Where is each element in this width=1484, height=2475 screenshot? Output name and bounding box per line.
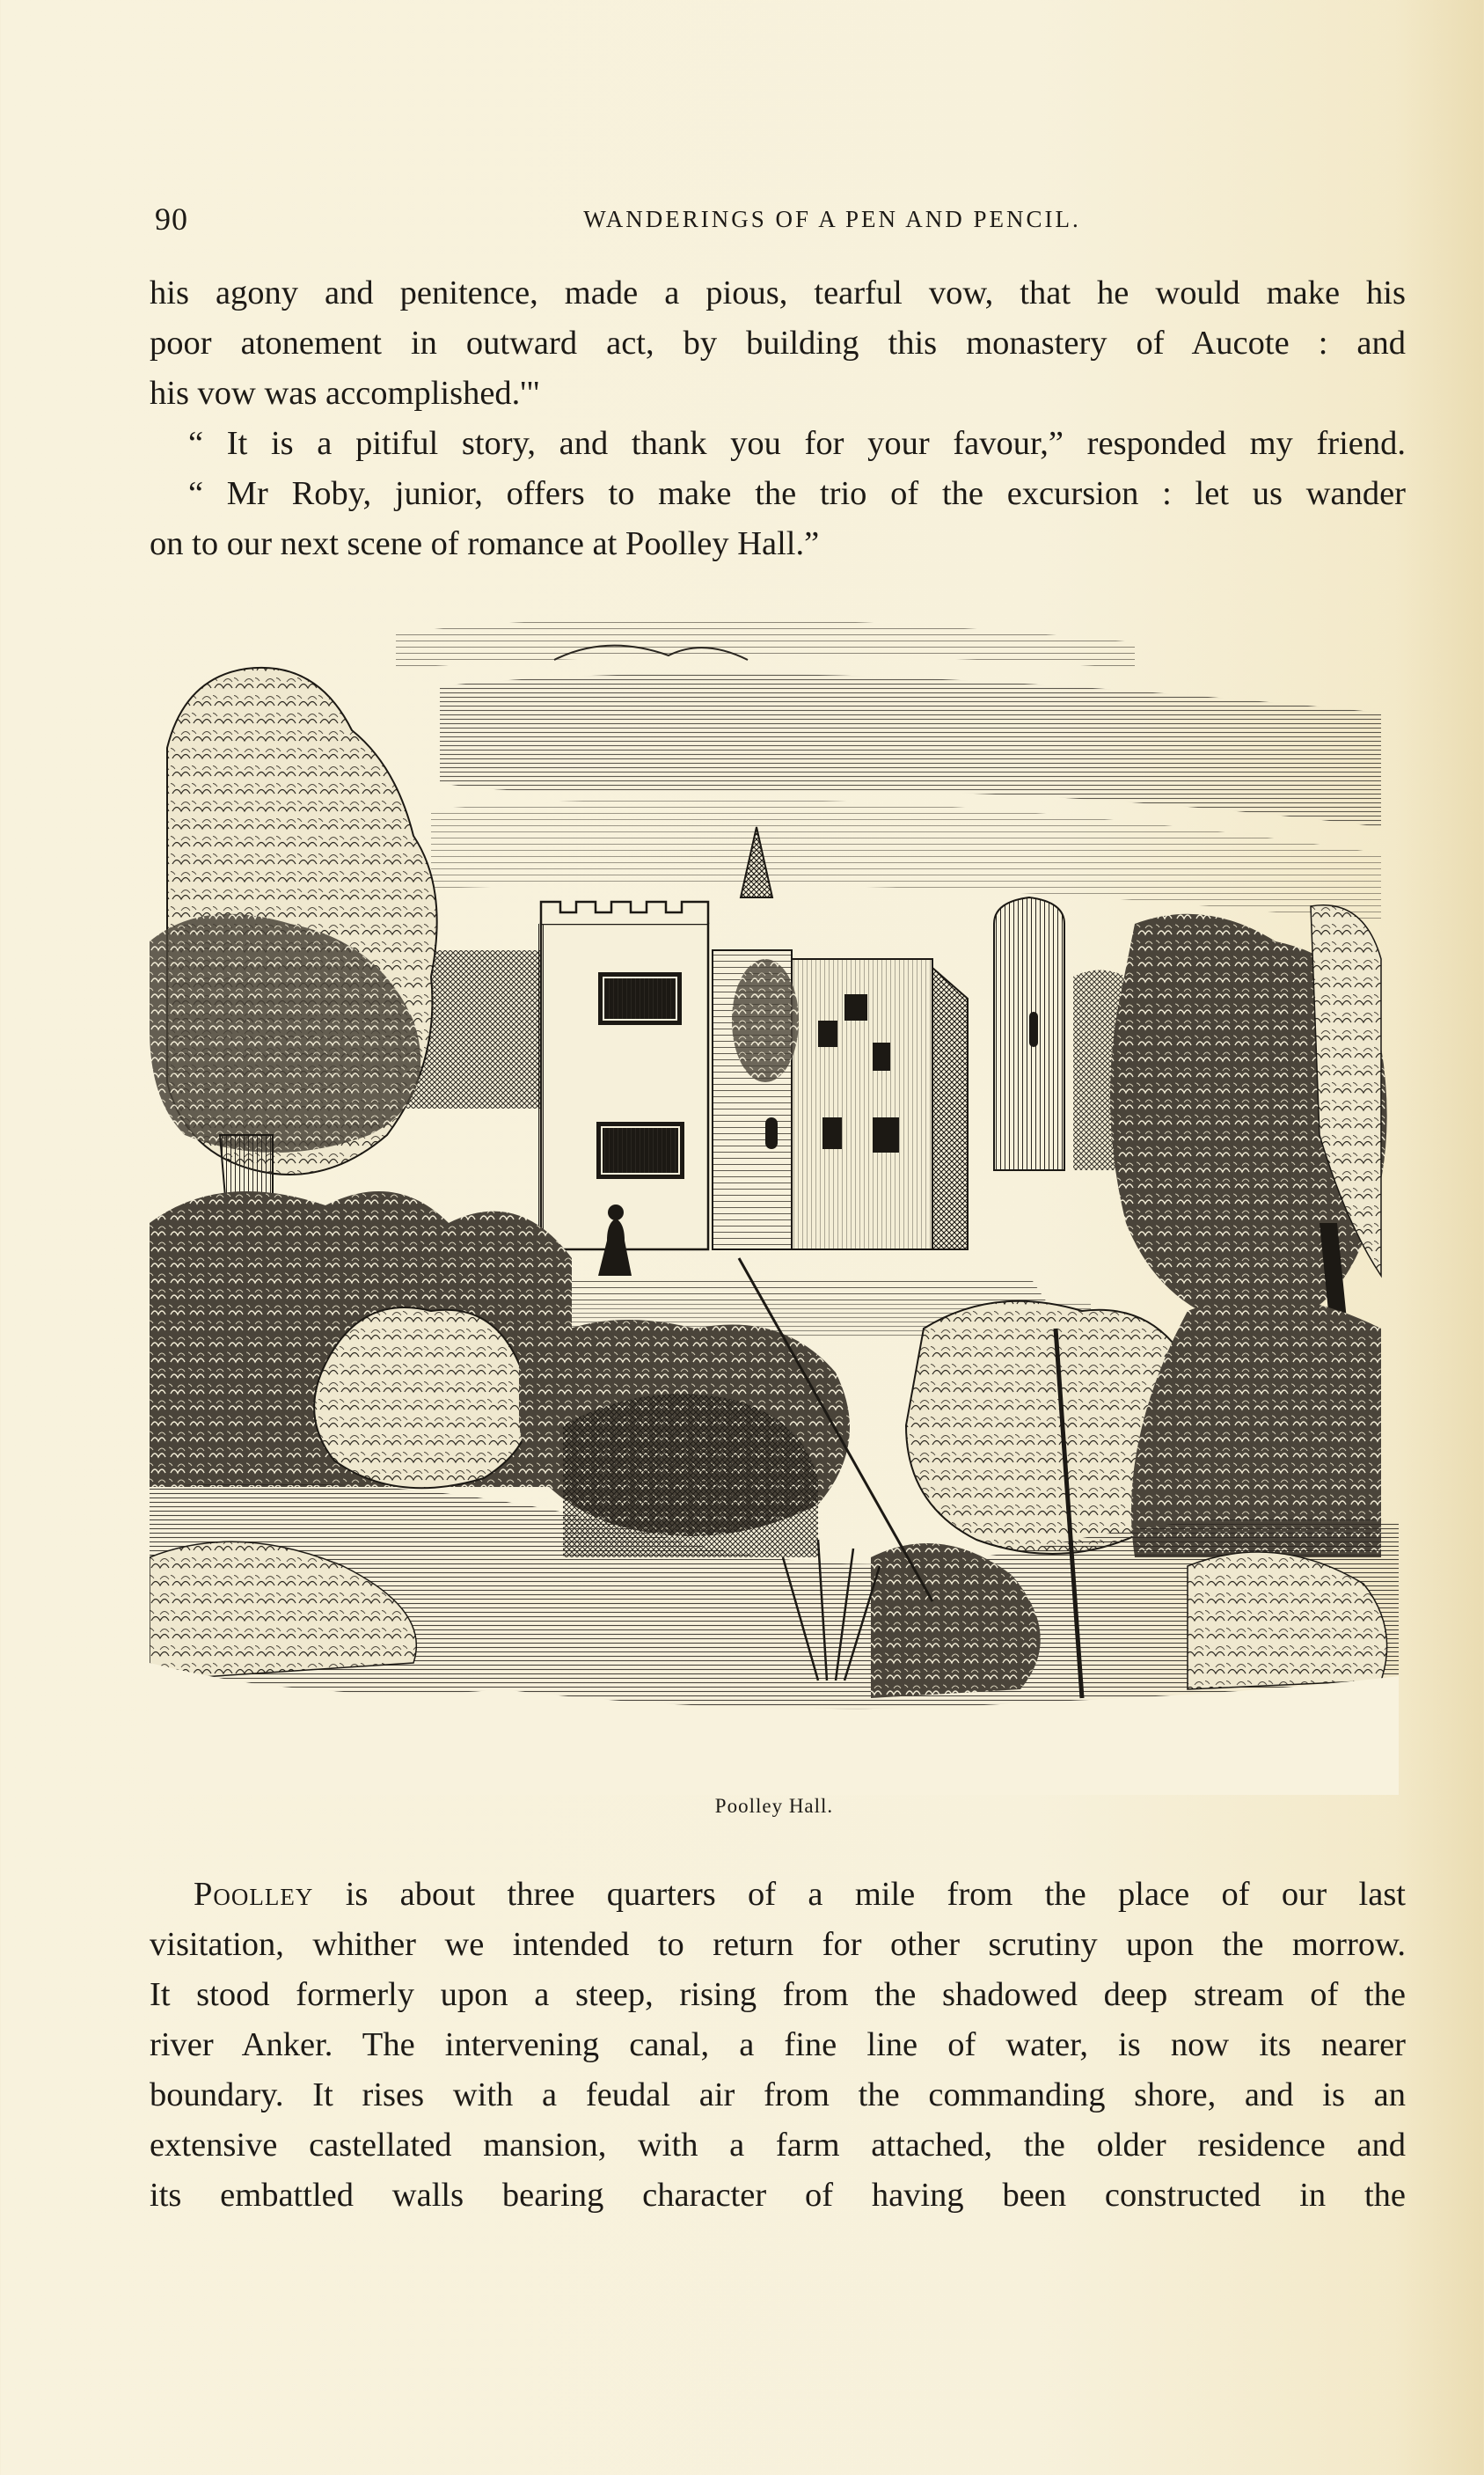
text-line: boundary. It rises with a feudal air from the commanding shore, and is an [150, 2076, 1406, 2113]
text-line: visitation, whither we intended to return for other scrutiny upon the morrow. [150, 1926, 1406, 1963]
opening-word: Poolley [194, 1876, 314, 1913]
first-line-rest: is about three quarters of a mile from the place of our last [313, 1876, 1406, 1913]
sky [396, 618, 1381, 924]
text-line: poor atonement in outward act, by building this monastery of Aucote : and [150, 325, 1406, 362]
text-line: extensive castellated mansion, with a farm attached, the older residence and [150, 2127, 1406, 2164]
text-line: “ It is a pitiful story, and thank you for your favour,” responded my friend. [188, 425, 1406, 462]
text-line: “ Mr Roby, junior, offers to make the trio of the excursion : let us wander [188, 475, 1406, 512]
text-line: It stood formerly upon a steep, rising from the shadowed deep stream of the [150, 1976, 1406, 2013]
text-line: his vow was accomplished.'" [150, 375, 540, 412]
page-number: 90 [155, 201, 188, 237]
body-paragraph [150, 1870, 1406, 2221]
running-head [155, 201, 1404, 241]
text-line: his agony and penitence, made a pious, tearful vow, that he would make his [150, 275, 1406, 311]
text-line: its embattled walls bearing character of having been constructed in the [150, 2177, 1406, 2214]
text-line: river Anker. The intervening canal, a fine line of water, is now its nearer [150, 2026, 1406, 2063]
opening-paragraphs [150, 268, 1406, 569]
text-line: on to our next scene of romance at Poolley Hall.” [150, 525, 820, 562]
running-title: WANDERINGS OF A PEN AND PENCIL. [583, 206, 1081, 232]
illustration-caption: Poolley Hall. [714, 1795, 834, 1817]
engraving-poolley-hall [150, 607, 1399, 1795]
text-line [150, 1870, 1406, 1920]
